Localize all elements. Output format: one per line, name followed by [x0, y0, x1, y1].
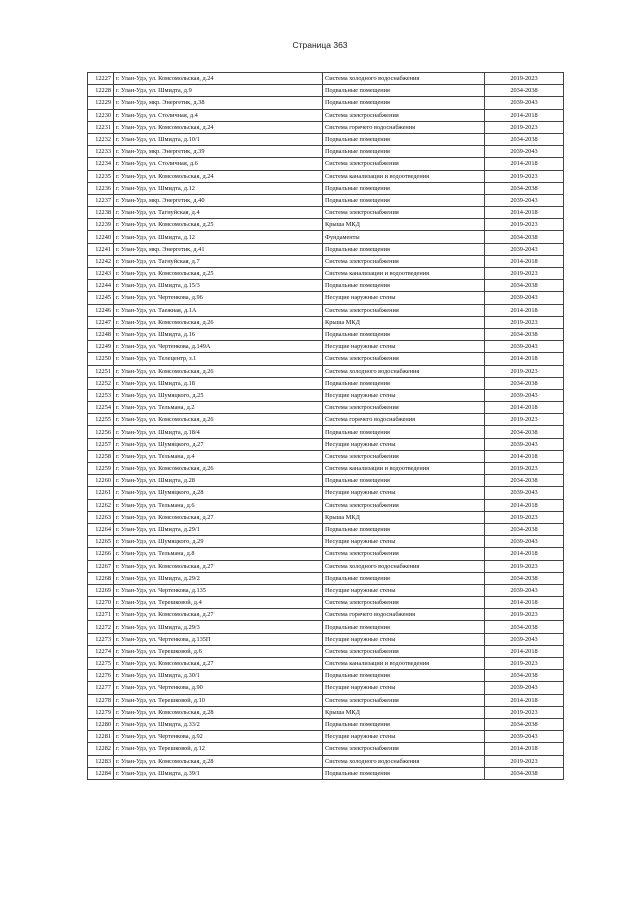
row-number-cell: 12231 [88, 121, 114, 133]
table-row [88, 97, 564, 109]
row-number-cell: 12284 [88, 767, 114, 779]
table-row [88, 182, 564, 194]
address-cell: г. Улан-Удэ, ул. Шмидта, д.12 [114, 182, 323, 194]
system-cell: Система канализации и водоотведения [323, 463, 485, 475]
row-number-cell: 12257 [88, 438, 114, 450]
row-number-cell: 12258 [88, 450, 114, 462]
period-cell: 2014-2018 [485, 548, 564, 560]
row-number-cell: 12259 [88, 463, 114, 475]
period-cell: 2034-2038 [485, 767, 564, 779]
table-row [88, 328, 564, 340]
table-row [88, 463, 564, 475]
period-cell: 2039-2043 [485, 438, 564, 450]
row-number-cell: 12262 [88, 499, 114, 511]
table-row [88, 718, 564, 730]
system-cell: Подвальные помещения [323, 97, 485, 109]
period-cell: 2014-2018 [485, 304, 564, 316]
table-row [88, 73, 564, 85]
system-cell: Система канализации и водоотведения [323, 658, 485, 670]
address-cell: г. Улан-Удэ, ул. Телецентр, з.1 [114, 353, 323, 365]
system-cell: Система горячего водоснабжения [323, 609, 485, 621]
table-row [88, 706, 564, 718]
table-row [88, 255, 564, 267]
address-cell: г. Улан-Удэ, ул. Комсомольская, д.25 [114, 219, 323, 231]
period-cell: 2039-2043 [485, 341, 564, 353]
period-cell: 2019-2023 [485, 755, 564, 767]
system-cell: Несущие наружные стены [323, 438, 485, 450]
table-row [88, 548, 564, 560]
period-cell: 2039-2043 [485, 487, 564, 499]
system-cell: Система электроснабжения [323, 450, 485, 462]
address-cell: г. Улан-Удэ, ул. Шмидта, д.29/1 [114, 523, 323, 535]
address-cell: г. Улан-Удэ, ул. Комсомольская, д.26 [114, 414, 323, 426]
address-cell: г. Улан-Удэ, ул. Комсомольская, д.27 [114, 658, 323, 670]
row-number-cell: 12272 [88, 621, 114, 633]
period-cell: 2019-2023 [485, 268, 564, 280]
system-cell: Подвальные помещения [323, 243, 485, 255]
system-cell: Подвальные помещения [323, 377, 485, 389]
system-cell: Подвальные помещения [323, 767, 485, 779]
period-cell: 2034-2038 [485, 718, 564, 730]
row-number-cell: 12281 [88, 731, 114, 743]
address-cell: г. Улан-Удэ, ул. Шмидта, д.30/1 [114, 670, 323, 682]
system-cell: Система холодного водоснабжения [323, 73, 485, 85]
address-cell: г. Улан-Удэ, ул. Комсомольская, д.28 [114, 755, 323, 767]
registry-table-body [88, 73, 564, 780]
address-cell: г. Улан-Удэ, ул. Шмидта, д.29/3 [114, 621, 323, 633]
period-cell: 2034-2038 [485, 85, 564, 97]
period-cell: 2034-2038 [485, 523, 564, 535]
system-cell: Система электроснабжения [323, 158, 485, 170]
table-row [88, 572, 564, 584]
row-number-cell: 12241 [88, 243, 114, 255]
address-cell: г. Улан-Удэ, ул. Терешковой, д.10 [114, 694, 323, 706]
system-cell: Несущие наружные стены [323, 292, 485, 304]
table-row [88, 170, 564, 182]
row-number-cell: 12251 [88, 365, 114, 377]
system-cell: Крыша МКД [323, 316, 485, 328]
address-cell: г. Улан-Удэ, ул. Терешковой, д.12 [114, 743, 323, 755]
period-cell: 2039-2043 [485, 682, 564, 694]
address-cell: г. Улан-Удэ, ул. Шмидта, д.16 [114, 328, 323, 340]
table-row [88, 121, 564, 133]
address-cell: г. Улан-Удэ, ул. Тельмана, д.8 [114, 548, 323, 560]
table-row [88, 243, 564, 255]
address-cell: г. Улан-Удэ, мкр. Энергетик, д.41 [114, 243, 323, 255]
table-row [88, 109, 564, 121]
row-number-cell: 12276 [88, 670, 114, 682]
period-cell: 2014-2018 [485, 450, 564, 462]
row-number-cell: 12234 [88, 158, 114, 170]
address-cell: г. Улан-Удэ, ул. Шумяцкого, д.28 [114, 487, 323, 499]
table-row [88, 487, 564, 499]
row-number-cell: 12269 [88, 584, 114, 596]
period-cell: 2019-2023 [485, 560, 564, 572]
period-cell: 2034-2038 [485, 280, 564, 292]
row-number-cell: 12246 [88, 304, 114, 316]
table-row [88, 402, 564, 414]
period-cell: 2014-2018 [485, 353, 564, 365]
address-cell: г. Улан-Удэ, ул. Чертенкова, д.135 [114, 584, 323, 596]
table-row [88, 536, 564, 548]
address-cell: г. Улан-Удэ, ул. Тагнуйская, д.7 [114, 255, 323, 267]
row-number-cell: 12277 [88, 682, 114, 694]
table-row [88, 621, 564, 633]
row-number-cell: 12245 [88, 292, 114, 304]
row-number-cell: 12261 [88, 487, 114, 499]
row-number-cell: 12252 [88, 377, 114, 389]
system-cell: Система электроснабжения [323, 353, 485, 365]
table-row [88, 414, 564, 426]
table-row [88, 499, 564, 511]
system-cell: Система электроснабжения [323, 645, 485, 657]
address-cell: г. Улан-Удэ, ул. Шмидта, д.33/2 [114, 718, 323, 730]
table-row [88, 755, 564, 767]
row-number-cell: 12255 [88, 414, 114, 426]
system-cell: Подвальные помещения [323, 426, 485, 438]
period-cell: 2019-2023 [485, 219, 564, 231]
period-cell: 2039-2043 [485, 633, 564, 645]
row-number-cell: 12227 [88, 73, 114, 85]
period-cell: 2019-2023 [485, 316, 564, 328]
period-cell: 2039-2043 [485, 731, 564, 743]
period-cell: 2034-2038 [485, 377, 564, 389]
period-cell: 2034-2038 [485, 572, 564, 584]
address-cell: г. Улан-Удэ, ул. Чертенкова, д.92 [114, 731, 323, 743]
period-cell: 2019-2023 [485, 658, 564, 670]
row-number-cell: 12253 [88, 389, 114, 401]
system-cell: Система канализации и водоотведения [323, 170, 485, 182]
table-row [88, 133, 564, 145]
row-number-cell: 12233 [88, 146, 114, 158]
row-number-cell: 12280 [88, 718, 114, 730]
address-cell: г. Улан-Удэ, ул. Комсомольская, д.24 [114, 170, 323, 182]
table-row [88, 377, 564, 389]
address-cell: г. Улан-Удэ, ул. Чертенкова, д.135П [114, 633, 323, 645]
address-cell: г. Улан-Удэ, ул. Комсомольская, д.27 [114, 609, 323, 621]
row-number-cell: 12278 [88, 694, 114, 706]
address-cell: г. Улан-Удэ, ул. Комсомольская, д.24 [114, 121, 323, 133]
period-cell: 2019-2023 [485, 170, 564, 182]
row-number-cell: 12236 [88, 182, 114, 194]
system-cell: Подвальные помещения [323, 621, 485, 633]
system-cell: Система электроснабжения [323, 499, 485, 511]
table-row [88, 450, 564, 462]
address-cell: г. Улан-Удэ, ул. Чертенкова, д.149А [114, 341, 323, 353]
table-row [88, 438, 564, 450]
system-cell: Подвальные помещения [323, 572, 485, 584]
row-number-cell: 12279 [88, 706, 114, 718]
row-number-cell: 12270 [88, 597, 114, 609]
system-cell: Система горячего водоснабжения [323, 414, 485, 426]
table-row [88, 207, 564, 219]
period-cell: 2034-2038 [485, 133, 564, 145]
page-number-header: Страница 363 [292, 40, 348, 50]
table-row [88, 609, 564, 621]
row-number-cell: 12238 [88, 207, 114, 219]
period-cell: 2034-2038 [485, 621, 564, 633]
system-cell: Несущие наружные стены [323, 487, 485, 499]
period-cell: 2019-2023 [485, 365, 564, 377]
row-number-cell: 12242 [88, 255, 114, 267]
table-row [88, 292, 564, 304]
period-cell: 2034-2038 [485, 475, 564, 487]
table-row [88, 194, 564, 206]
address-cell: г. Улан-Удэ, ул. Комсомольская, д.28 [114, 706, 323, 718]
row-number-cell: 12264 [88, 523, 114, 535]
row-number-cell: 12243 [88, 268, 114, 280]
address-cell: г. Улан-Удэ, ул. Терешковой, д.6 [114, 645, 323, 657]
system-cell: Подвальные помещения [323, 718, 485, 730]
address-cell: г. Улан-Удэ, ул. Шмидта, д.18/4 [114, 426, 323, 438]
address-cell: г. Улан-Удэ, ул. Шумяцкого, д.27 [114, 438, 323, 450]
period-cell: 2019-2023 [485, 463, 564, 475]
row-number-cell: 12283 [88, 755, 114, 767]
address-cell: г. Улан-Удэ, ул. Чертенкова, д.90 [114, 682, 323, 694]
table-row [88, 670, 564, 682]
system-cell: Система канализации и водоотведения [323, 268, 485, 280]
table-row [88, 743, 564, 755]
table-row [88, 353, 564, 365]
address-cell: г. Улан-Удэ, ул. Шмидта, д.12 [114, 231, 323, 243]
period-cell: 2014-2018 [485, 207, 564, 219]
period-cell: 2014-2018 [485, 645, 564, 657]
period-cell: 2014-2018 [485, 255, 564, 267]
address-cell: г. Улан-Удэ, ул. Терешковой, д.4 [114, 597, 323, 609]
table-row [88, 523, 564, 535]
address-cell: г. Улан-Удэ, ул. Шмидта, д.39/1 [114, 767, 323, 779]
row-number-cell: 12249 [88, 341, 114, 353]
system-cell: Подвальные помещения [323, 133, 485, 145]
address-cell: г. Улан-Удэ, ул. Таежная, д.1А [114, 304, 323, 316]
system-cell: Подвальные помещения [323, 146, 485, 158]
address-cell: г. Улан-Удэ, ул. Тельмана, д.4 [114, 450, 323, 462]
row-number-cell: 12274 [88, 645, 114, 657]
table-row [88, 365, 564, 377]
table-row [88, 268, 564, 280]
address-cell: г. Улан-Удэ, мкр. Энергетик, д.38 [114, 97, 323, 109]
row-number-cell: 12268 [88, 572, 114, 584]
row-number-cell: 12237 [88, 194, 114, 206]
system-cell: Подвальные помещения [323, 280, 485, 292]
address-cell: г. Улан-Удэ, ул. Шмидта, д.15/3 [114, 280, 323, 292]
period-cell: 2039-2043 [485, 292, 564, 304]
period-cell: 2039-2043 [485, 584, 564, 596]
table-row [88, 694, 564, 706]
system-cell: Крыша МКД [323, 511, 485, 523]
row-number-cell: 12247 [88, 316, 114, 328]
system-cell: Подвальные помещения [323, 328, 485, 340]
table-row [88, 597, 564, 609]
system-cell: Несущие наружные стены [323, 731, 485, 743]
address-cell: г. Улан-Удэ, ул. Шмидта, д.10/1 [114, 133, 323, 145]
period-cell: 2014-2018 [485, 597, 564, 609]
system-cell: Подвальные помещения [323, 670, 485, 682]
period-cell: 2034-2038 [485, 231, 564, 243]
address-cell: г. Улан-Удэ, ул. Комсомольская, д.27 [114, 511, 323, 523]
row-number-cell: 12282 [88, 743, 114, 755]
address-cell: г. Улан-Удэ, ул. Шумяцкого, д.29 [114, 536, 323, 548]
system-cell: Подвальные помещения [323, 194, 485, 206]
row-number-cell: 12250 [88, 353, 114, 365]
row-number-cell: 12240 [88, 231, 114, 243]
table-row [88, 219, 564, 231]
address-cell: г. Улан-Удэ, ул. Тельмана, д.6 [114, 499, 323, 511]
period-cell: 2014-2018 [485, 743, 564, 755]
row-number-cell: 12256 [88, 426, 114, 438]
table-row [88, 475, 564, 487]
row-number-cell: 12239 [88, 219, 114, 231]
table-row [88, 426, 564, 438]
address-cell: г. Улан-Удэ, ул. Столичная, д.4 [114, 109, 323, 121]
row-number-cell: 12232 [88, 133, 114, 145]
row-number-cell: 12267 [88, 560, 114, 572]
system-cell: Система холодного водоснабжения [323, 755, 485, 767]
period-cell: 2019-2023 [485, 73, 564, 85]
address-cell: г. Улан-Удэ, ул. Комсомольская, д.26 [114, 365, 323, 377]
table-row [88, 645, 564, 657]
system-cell: Подвальные помещения [323, 523, 485, 535]
row-number-cell: 12254 [88, 402, 114, 414]
period-cell: 2014-2018 [485, 499, 564, 511]
address-cell: г. Улан-Удэ, ул. Комсомольская, д.26 [114, 463, 323, 475]
row-number-cell: 12273 [88, 633, 114, 645]
period-cell: 2014-2018 [485, 158, 564, 170]
row-number-cell: 12235 [88, 170, 114, 182]
system-cell: Несущие наружные стены [323, 633, 485, 645]
period-cell: 2034-2038 [485, 426, 564, 438]
address-cell: г. Улан-Удэ, ул. Чертенкова, д.96 [114, 292, 323, 304]
system-cell: Система электроснабжения [323, 304, 485, 316]
row-number-cell: 12244 [88, 280, 114, 292]
system-cell: Несущие наружные стены [323, 389, 485, 401]
row-number-cell: 12265 [88, 536, 114, 548]
table-row [88, 316, 564, 328]
period-cell: 2019-2023 [485, 706, 564, 718]
system-cell: Несущие наружные стены [323, 584, 485, 596]
row-number-cell: 12229 [88, 97, 114, 109]
row-number-cell: 12275 [88, 658, 114, 670]
address-cell: г. Улан-Удэ, ул. Тельмана, д.2 [114, 402, 323, 414]
table-row [88, 341, 564, 353]
system-cell: Система холодного водоснабжения [323, 560, 485, 572]
system-cell: Крыша МКД [323, 219, 485, 231]
table-row [88, 560, 564, 572]
address-cell: г. Улан-Удэ, ул. Шмидта, д.18 [114, 377, 323, 389]
period-cell: 2019-2023 [485, 609, 564, 621]
address-cell: г. Улан-Удэ, ул. Комсомольская, д.25 [114, 268, 323, 280]
system-cell: Подвальные помещения [323, 182, 485, 194]
system-cell: Система электроснабжения [323, 548, 485, 560]
address-cell: г. Улан-Удэ, ул. Шумяцкого, д.25 [114, 389, 323, 401]
period-cell: 2039-2043 [485, 146, 564, 158]
address-cell: г. Улан-Удэ, ул. Шмидта, д.28 [114, 475, 323, 487]
registry-table [87, 72, 564, 780]
row-number-cell: 12260 [88, 475, 114, 487]
period-cell: 2034-2038 [485, 182, 564, 194]
address-cell: г. Улан-Удэ, ул. Комсомольская, д.27 [114, 560, 323, 572]
period-cell: 2039-2043 [485, 389, 564, 401]
period-cell: 2034-2038 [485, 670, 564, 682]
row-number-cell: 12271 [88, 609, 114, 621]
address-cell: г. Улан-Удэ, мкр. Энергетик, д.40 [114, 194, 323, 206]
system-cell: Система холодного водоснабжения [323, 365, 485, 377]
system-cell: Крыша МКД [323, 706, 485, 718]
address-cell: г. Улан-Удэ, ул. Комсомольская, д.24 [114, 73, 323, 85]
system-cell: Система горячего водоснабжения [323, 121, 485, 133]
period-cell: 2039-2043 [485, 194, 564, 206]
system-cell: Несущие наружные стены [323, 682, 485, 694]
address-cell: г. Улан-Удэ, ул. Тагнуйская, д.4 [114, 207, 323, 219]
system-cell: Система электроснабжения [323, 597, 485, 609]
table-row [88, 682, 564, 694]
table-row [88, 658, 564, 670]
address-cell: г. Улан-Удэ, мкр. Энергетик, д.39 [114, 146, 323, 158]
table-row [88, 633, 564, 645]
period-cell: 2014-2018 [485, 694, 564, 706]
address-cell: г. Улан-Удэ, ул. Столичная, д.6 [114, 158, 323, 170]
table-row [88, 146, 564, 158]
period-cell: 2019-2023 [485, 414, 564, 426]
table-row [88, 304, 564, 316]
period-cell: 2039-2043 [485, 97, 564, 109]
table-row [88, 731, 564, 743]
table-row [88, 280, 564, 292]
table-row [88, 85, 564, 97]
period-cell: 2014-2018 [485, 402, 564, 414]
table-row [88, 584, 564, 596]
system-cell: Система электроснабжения [323, 694, 485, 706]
system-cell: Подвальные помещения [323, 475, 485, 487]
table-row [88, 511, 564, 523]
period-cell: 2039-2043 [485, 536, 564, 548]
system-cell: Несущие наружные стены [323, 536, 485, 548]
period-cell: 2019-2023 [485, 511, 564, 523]
table-row [88, 767, 564, 779]
row-number-cell: 12266 [88, 548, 114, 560]
system-cell: Система электроснабжения [323, 207, 485, 219]
system-cell: Система электроснабжения [323, 743, 485, 755]
period-cell: 2019-2023 [485, 121, 564, 133]
address-cell: г. Улан-Удэ, ул. Шмидта, д.9 [114, 85, 323, 97]
row-number-cell: 12230 [88, 109, 114, 121]
period-cell: 2034-2038 [485, 328, 564, 340]
system-cell: Подвальные помещения [323, 85, 485, 97]
period-cell: 2039-2043 [485, 243, 564, 255]
row-number-cell: 12248 [88, 328, 114, 340]
table-row [88, 158, 564, 170]
system-cell: Система электроснабжения [323, 402, 485, 414]
system-cell: Несущие наружные стены [323, 341, 485, 353]
address-cell: г. Улан-Удэ, ул. Шмидта, д.29/2 [114, 572, 323, 584]
row-number-cell: 12263 [88, 511, 114, 523]
period-cell: 2014-2018 [485, 109, 564, 121]
table-row [88, 389, 564, 401]
system-cell: Система электроснабжения [323, 255, 485, 267]
address-cell: г. Улан-Удэ, ул. Комсомольская, д.26 [114, 316, 323, 328]
row-number-cell: 12228 [88, 85, 114, 97]
table-row [88, 231, 564, 243]
system-cell: Система электроснабжения [323, 109, 485, 121]
system-cell: Фундаменты [323, 231, 485, 243]
